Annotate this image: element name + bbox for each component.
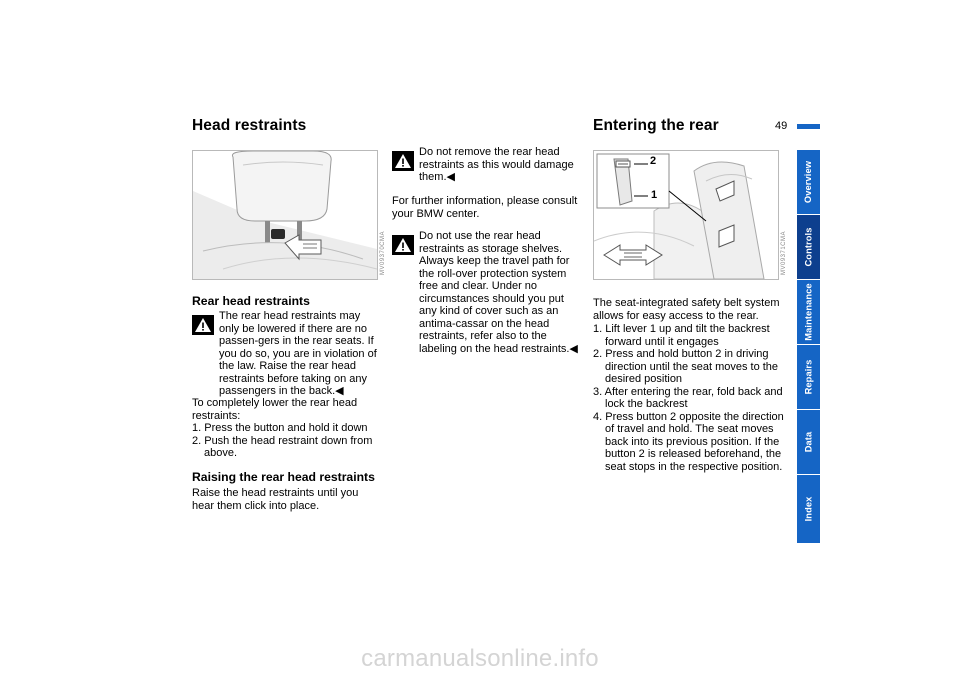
info-text: For further information, please consult your BMW center. bbox=[392, 195, 578, 220]
raise-text: Raise the head restraints until you hear them click into place. bbox=[192, 487, 359, 512]
list-item: 2. Push the head restraint down from above. bbox=[192, 434, 373, 459]
subheading-rear-head-restraints: Rear head restraints bbox=[192, 294, 310, 308]
lower-intro-text: To completely lower the rear head restraints: bbox=[192, 397, 358, 422]
tab-maintenance[interactable] bbox=[797, 280, 820, 344]
section-title-head-restraints: Head restraints bbox=[192, 117, 307, 134]
tab-data[interactable] bbox=[797, 410, 820, 474]
list-item: 2. Press and hold button 2 in driving direction until the seat moves to the desired position bbox=[593, 348, 779, 385]
tab-index[interactable] bbox=[797, 475, 820, 543]
warning-text-storage: Do not use the rear head restraints as storage shelves. Always keep the travel path for the roll-over protection system free and clear. Under no circumstances should you put any kind of cover such as an antima-cassar on the head restraints, refer also to the labeling on the head restraints.◀ bbox=[419, 230, 578, 355]
watermark-text: carmanualsonline.info bbox=[361, 645, 599, 672]
warning-block-lowering bbox=[192, 310, 382, 398]
list-item: 1. Lift lever 1 up and tilt the backrest forward until it engages bbox=[593, 323, 770, 348]
lower-steps-list bbox=[192, 422, 382, 460]
tab-label: Overview bbox=[803, 160, 814, 204]
page-number: 49 bbox=[775, 120, 788, 132]
tab-label: Index bbox=[803, 496, 814, 522]
entering-rear-photo bbox=[593, 150, 779, 280]
tab-label: Controls bbox=[803, 227, 814, 267]
warning-block-remove bbox=[392, 146, 580, 184]
tab-overview[interactable] bbox=[797, 150, 820, 214]
tab-repairs[interactable] bbox=[797, 345, 820, 409]
callout-2: 2 bbox=[650, 155, 657, 167]
warning-block-storage bbox=[392, 230, 582, 355]
photo-code-right: MV09371CMA bbox=[781, 230, 787, 275]
warning-text-remove: Do not remove the rear head restraints as this would damage them.◀ bbox=[419, 146, 574, 183]
tab-label: Repairs bbox=[803, 359, 814, 395]
entering-intro-text: The seat-integrated safety belt system allows for easy access to the rear. bbox=[593, 297, 780, 322]
section-title-entering-rear: Entering the rear bbox=[593, 117, 719, 134]
tab-label: Maintenance bbox=[803, 283, 814, 341]
warning-triangle-icon bbox=[392, 235, 414, 255]
head-restraint-photo bbox=[192, 150, 378, 280]
list-item: 1. Press the button and hold it down bbox=[192, 422, 368, 434]
tab-label: Data bbox=[803, 431, 814, 453]
warning-triangle-icon bbox=[192, 315, 214, 335]
warning-text-lowering: The rear head restraints may only be lowered if there are no passen-gers in the rear seats. If you do so, you are in violation of the law. Raise the rear head restraints before taking on any passengers in the back.◀ bbox=[219, 310, 377, 397]
list-item: 4. Press button 2 opposite the direction of travel and hold. The seat moves back into its previous position. If the button 2 is released beforehand, the seat stops in the respective position. bbox=[593, 410, 784, 473]
callout-1: 1 bbox=[651, 189, 658, 201]
warning-triangle-icon bbox=[392, 151, 414, 171]
page-marker bbox=[797, 124, 820, 129]
entering-steps-list bbox=[593, 323, 785, 473]
subheading-raising: Raising the rear head restraints bbox=[192, 470, 375, 484]
photo-code-left: MV09370CMA bbox=[380, 230, 386, 275]
list-item: 3. After entering the rear, fold back and lock the backrest bbox=[593, 385, 783, 410]
tab-controls[interactable] bbox=[797, 215, 820, 279]
